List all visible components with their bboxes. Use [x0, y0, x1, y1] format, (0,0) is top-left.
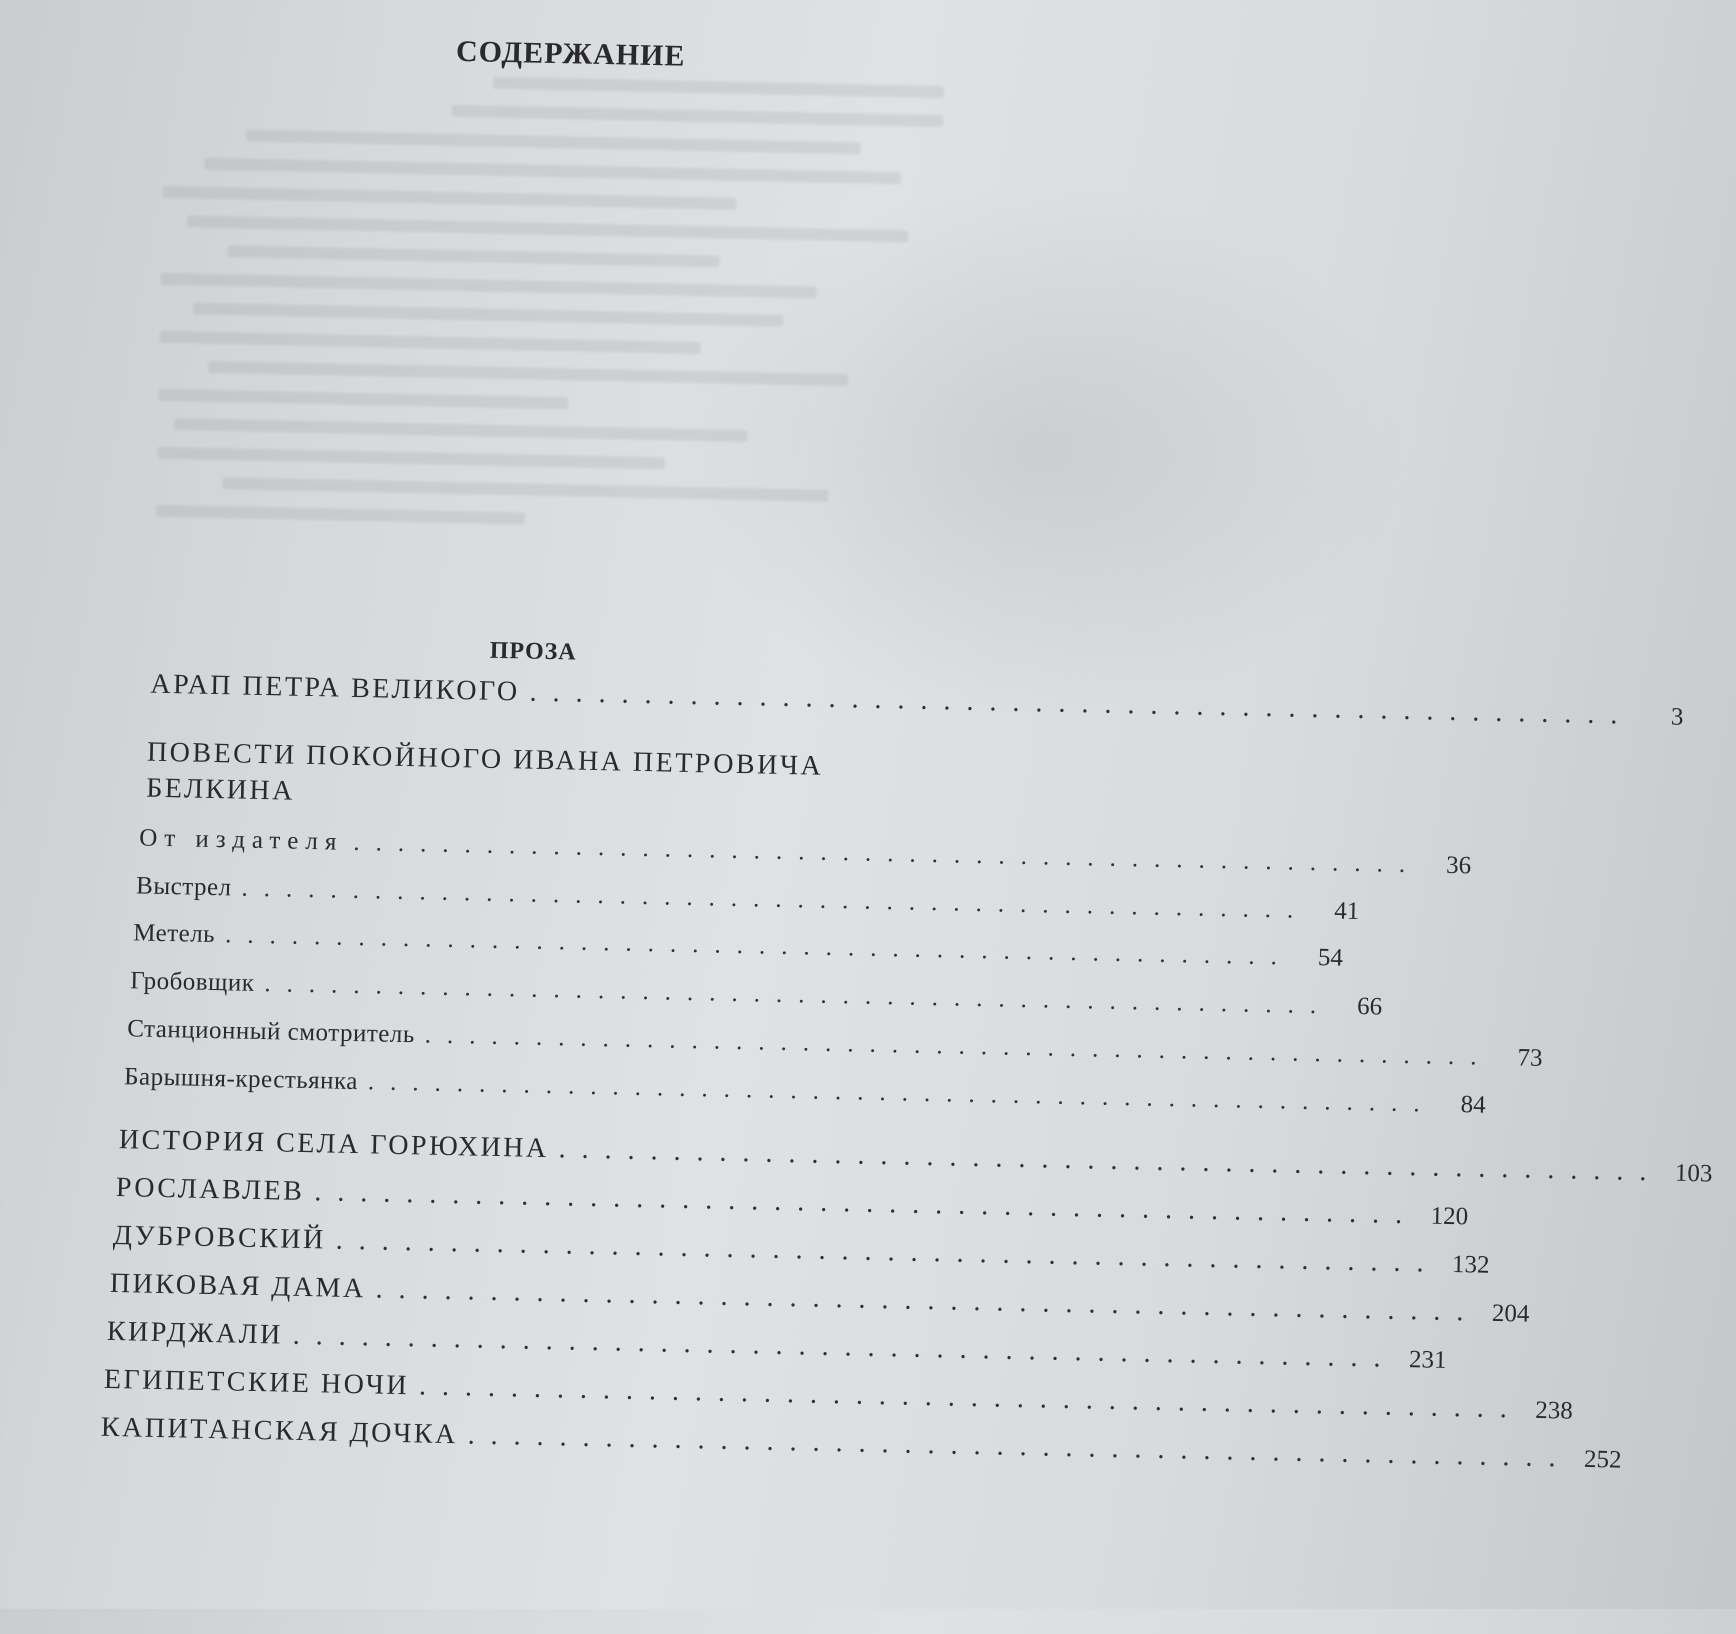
toc-entry-title: Выстрел — [135, 872, 232, 902]
toc-entry-page: 120 — [1430, 1202, 1469, 1231]
leader-dots: ................................................ — [367, 1068, 1436, 1118]
toc-entry — [115, 1172, 1469, 1231]
page-title: СОДЕРЖАНИЕ — [455, 34, 686, 73]
toc-entry-page: 84 — [1460, 1091, 1486, 1119]
toc-entry-page: 73 — [1517, 1044, 1543, 1072]
toc-subentry — [123, 1063, 1486, 1119]
toc-subentry — [126, 1015, 1543, 1072]
toc-entry-page: 238 — [1535, 1396, 1574, 1425]
toc-entry-title: От издателя — [138, 824, 344, 856]
toc-entry — [106, 1315, 1447, 1374]
leader-dots: ................................................ — [529, 676, 1634, 731]
leader-dots: ................................................ — [558, 1133, 1663, 1188]
toc-entry-title: РОСЛАВЛЕВ — [115, 1172, 305, 1207]
toc-entry-page: 204 — [1491, 1299, 1530, 1328]
leader-dots: ................................................ — [424, 1021, 1493, 1071]
toc-entry-page: 103 — [1674, 1159, 1713, 1188]
leader-dots: ................................................ — [264, 970, 1333, 1020]
leader-dots: ................................................ — [241, 874, 1310, 924]
bleed-through-text — [154, 53, 986, 630]
toc-subentry — [135, 872, 1360, 926]
leader-dots: ................................................ — [467, 1419, 1572, 1474]
toc-entry-title: Барышня-крестьянка — [123, 1063, 359, 1096]
toc-entry-title: ЕГИПЕТСКИЕ НОЧИ — [103, 1363, 410, 1402]
toc-entry — [118, 1124, 1713, 1188]
toc-entry — [109, 1267, 1530, 1328]
toc-entry-title: Гробовщик — [129, 967, 255, 997]
leader-dots: ................................................ — [375, 1273, 1480, 1328]
toc-entry-page: 41 — [1334, 897, 1360, 926]
toc-subentry — [138, 824, 1472, 880]
toc-entry-title: Метель — [132, 919, 216, 949]
toc-entry-title: Станционный смотритель — [126, 1015, 416, 1049]
section-heading: ПРОЗА — [489, 637, 577, 666]
toc-entry — [103, 1363, 1574, 1425]
leader-dots: ................................................ — [314, 1176, 1419, 1231]
toc-entry-title: ПИКОВАЯ ДАМА — [109, 1267, 367, 1305]
toc-entry-page: 252 — [1583, 1445, 1622, 1474]
toc-entry — [112, 1219, 1490, 1279]
toc-entry-page: 3 — [1670, 703, 1684, 731]
toc-entry-title: ИСТОРИЯ СЕЛА ГОРЮХИНА — [118, 1124, 549, 1165]
toc-entry-page: 36 — [1445, 851, 1472, 880]
toc-entry-page: 54 — [1317, 944, 1344, 972]
toc-subentry — [129, 967, 1383, 1021]
leader-dots: ................................................ — [353, 828, 1422, 879]
toc-entry-title: КИРДЖАЛИ — [106, 1315, 284, 1351]
toc-entry-title: ПОВЕСТИ ПОКОЙНОГО ИВАНА ПЕТРОВИЧА БЕЛКИНА — [145, 736, 824, 807]
leader-dots: ................................................ — [224, 921, 1294, 971]
toc-entry-title: ДУБРОВСКИЙ — [112, 1219, 327, 1256]
toc-entry — [150, 668, 1684, 731]
leader-dots: ................................................ — [418, 1370, 1524, 1425]
leader-dots: ................................................ — [292, 1319, 1397, 1374]
leader-dots: ................................................ — [335, 1224, 1440, 1279]
toc-entry-page: 231 — [1408, 1346, 1447, 1374]
toc-entry-page: 132 — [1451, 1251, 1490, 1279]
toc-entry — [100, 1411, 1622, 1474]
toc-entry-title: КАПИТАНСКАЯ ДОЧКА — [100, 1411, 459, 1451]
toc-entry-title: АРАП ПЕТРА ВЕЛИКОГО — [150, 668, 521, 708]
toc-subentry — [132, 919, 1344, 972]
toc-entry-page: 66 — [1356, 992, 1383, 1021]
